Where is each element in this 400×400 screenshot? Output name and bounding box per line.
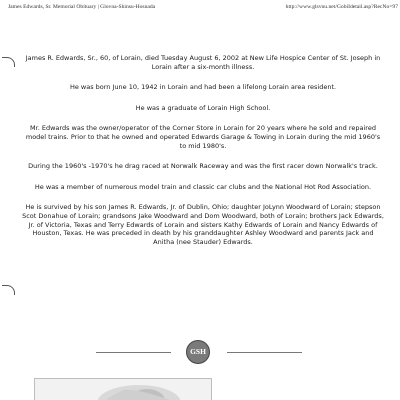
obituary-paragraph: He was a member of numerous model train and classic car clubs and the National Hot Rod Association. <box>34 182 372 191</box>
obituary-paragraph: James R. Edwards, Sr., 60, of Lorain, died Tuesday August 6, 2002 at New Life Hospice Center of St. Joseph in Lorain after a six-month illness. <box>25 54 381 71</box>
obituary-paragraph: During the 1960's -1970's he drag raced at Norwalk Raceway and was the first racer down Norwalk's track. <box>28 162 378 171</box>
photo-image <box>35 379 212 400</box>
funeral-home-logo <box>96 340 302 366</box>
obituary-body <box>22 54 384 258</box>
logo-badge: GSH <box>186 340 210 364</box>
page-title: James Edwards, Sr. Memorial Obituary | Glovna-Shinsu-Hosnada <box>8 4 156 10</box>
margin-mark <box>2 57 15 67</box>
obituary-paragraph: He is survived by his son James R. Edwards, Jr. of Dublin, Ohio; daughter JoLynn Woodward of Lorain; stepson Scot Donahue of Lorain; grandsons Jake Woodward and Dom Woodward, both of Lorain; brothers Jack Edwards, Jr. of Victoria, Texas and Terry Edwards of Lorain and sisters Kathy Edwards of Lorain and Nancy Edwards of Houston, Texas. He was preceded in death by his granddaughter Ashley Woodward and parents Jack and Anitha (nee Stauder) Edwards. <box>22 203 384 246</box>
memorial-photo <box>34 378 212 400</box>
logo-rule-right <box>227 352 302 353</box>
obituary-paragraph: He was born June 10, 1942 in Lorain and had been a lifelong Lorain area resident. <box>69 83 337 92</box>
logo-rule-left <box>96 352 171 353</box>
page-url: http://www.glsvnu.net/GobiIdetail.asp?RecNo=97 <box>285 4 398 10</box>
obituary-paragraph: Mr. Edwards was the owner/operator of the Corner Store in Lorain for 20 years where he sold and repaired model trains. Prior to that he owned and operated Edwards Garage & Towing in Lorain during the mid 1960's to mid 1980's. <box>25 124 381 150</box>
obituary-paragraph: He was a graduate of Lorain High School. <box>135 103 271 112</box>
page-header <box>0 0 400 14</box>
margin-mark <box>2 285 15 295</box>
